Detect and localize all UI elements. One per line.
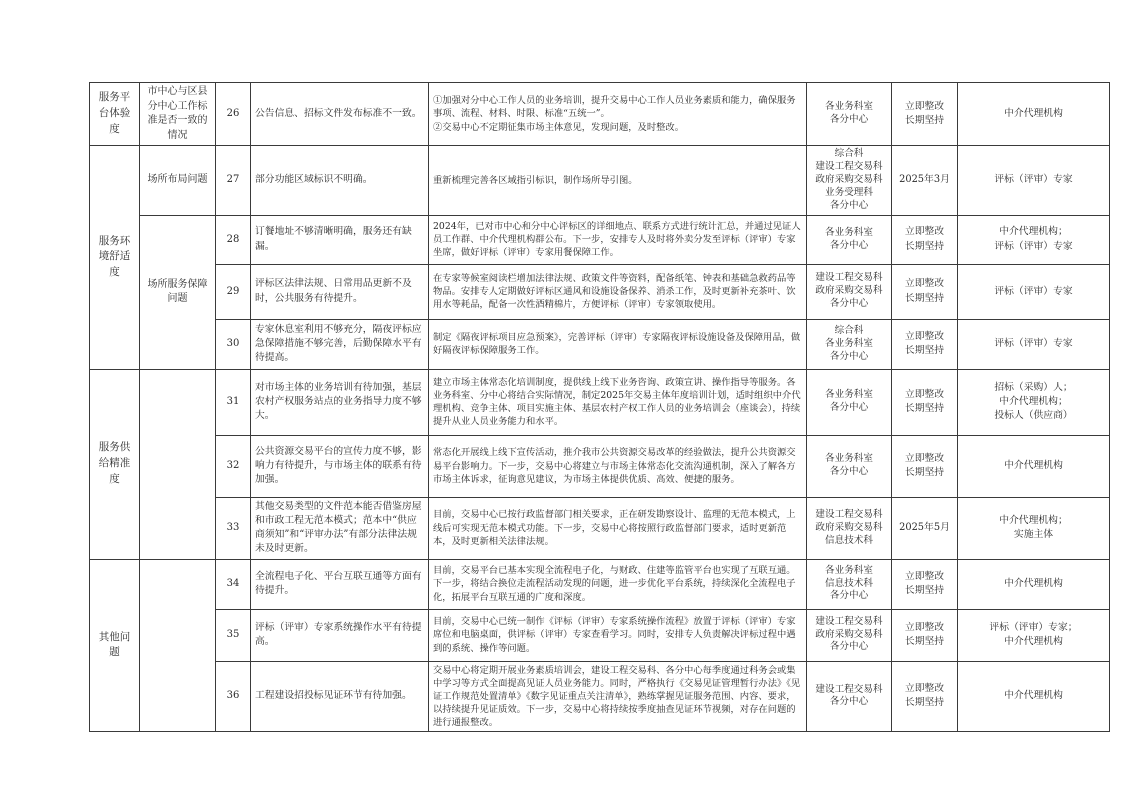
table-row [90,83,1110,146]
time-line: 长期坚持 [904,403,945,415]
category-cell: 服务平台体验度 [90,83,140,146]
measures-cell [429,83,807,146]
department-line: 各分中心 [829,350,869,362]
target-cell [958,559,1110,609]
department-line: 建设工程交易科 [815,272,883,284]
measure-line: 目前，交易平台已基本实现全流程电子化，与财政、住建等监管平台也实现了互联互通。下一步，将结合换位走流程活动发现的问题，进一步优化平台系统，持续深化全流程电子化，拓展平台互联互通的广度和深度。 [433,565,796,603]
department-line: 各分中心 [829,402,869,414]
row-number: 26 [216,83,251,146]
problem-cell: 评标（评审）专家系统操作水平有待提高。 [251,609,429,661]
measure-line: 目前，交易中心已统一制作《评标（评审）专家系统操作流程》放置于评标（评审）专家席位和电脑桌面，供评标（评审）专家查看学习。同时，安排专人负责解决评标过程中遇到的系统、操作等问题。 [433,616,796,654]
department-cell [807,497,892,559]
time-line: 2025年3月 [899,174,950,186]
measure-line: 重新梳理完善各区域指引标识，制作场所导引图。 [433,174,638,186]
table-row [90,146,1110,216]
table-row [90,319,1110,369]
time-limit-cell [892,146,958,216]
target-line: 中介代理机构； [999,226,1068,238]
measure-line: 建立市场主体常态化培训制度，提供线上线下业务咨询、政策宣讲、操作指导等服务。各业务科室、分中心将结合实际情况，制定2025年交易主体年度培训计划，适时组织中介代理机构、竞争主体、项目实施主体、基层农村产权工作人员的业务培训会（座谈会），持续提升从业人员业务能力和水平。 [433,376,801,428]
row-number: 30 [216,319,251,369]
time-limit-cell [892,264,958,319]
target-cell [958,215,1110,264]
time-line: 立即整改 [904,226,945,238]
department-line: 政府采购交易科 [815,521,883,533]
target-line: 招标（采购）人； [994,381,1073,393]
time-line: 立即整改 [904,452,945,464]
department-line: 综合科 [834,324,864,336]
target-line: 中介代理机构 [1004,690,1063,702]
row-number: 27 [216,146,251,216]
department-line: 政府采购交易科 [815,173,883,185]
problem-cell: 订餐地址不够清晰明确，服务还有缺漏。 [251,215,429,264]
subcategory-cell: 场所服务保障问题 [140,215,216,369]
problem-cell: 部分功能区域标识不明确。 [251,146,429,216]
department-cell [807,264,892,319]
measure-line: 目前，交易中心已按行政监督部门相关要求，正在研发勘察设计、监理的无范本模式，上线后可实现无范本模式功能。下一步，交易中心将按照行政监督部门要求，适时更新范本，及时更新相关法律法规。 [433,509,796,547]
department-cell [807,83,892,146]
table-row [90,435,1110,497]
target-line: 评标（评审）专家 [994,240,1073,252]
time-line: 立即整改 [904,100,945,112]
table-row [90,559,1110,609]
time-limit-cell [892,83,958,146]
department-line: 信息技术科 [825,534,873,546]
target-cell [958,264,1110,319]
department-cell [807,559,892,609]
target-cell [958,661,1110,732]
measures-cell [429,264,807,319]
target-line: 中介代理机构； [999,514,1068,526]
time-line: 长期坚持 [904,345,945,357]
department-cell [807,369,892,435]
measures-cell [429,319,807,369]
department-line: 信息技术科 [825,577,873,589]
time-limit-cell [892,497,958,559]
target-cell [958,609,1110,661]
measure-line: ①加强对分中心工作人员的业务培训，提升交易中心工作人员业务素质和能力，确保服务事项、流程、材料、时限、标准“五统一”。 [433,95,796,120]
row-number: 28 [216,215,251,264]
department-line: 各分中心 [829,114,869,125]
measure-line: 制定《隔夜评标项目应急预案》，完善评标（评审）专家隔夜评标设施设备及保障用品，做好隔夜评标保障服务工作。 [433,332,801,357]
department-line: 各业务科室 [825,337,873,349]
time-line: 立即整改 [904,388,945,400]
target-line: 评标（评审）专家； [989,621,1078,633]
department-line: 建设工程交易科 [815,508,883,520]
measures-cell [429,369,807,435]
measures-cell [429,497,807,559]
problem-cell: 公告信息、招标文件发布标准不一致。 [251,83,429,146]
time-line: 2025年5月 [899,521,950,533]
table-row [90,497,1110,559]
problem-cell: 专家休息室利用不够充分，隔夜评标应急保障措施不够完善，后勤保障水平有待提高。 [251,319,429,369]
department-cell [807,661,892,732]
measures-cell [429,609,807,661]
target-cell [958,497,1110,559]
time-line: 长期坚持 [904,585,945,596]
department-line: 各分中心 [829,696,869,708]
department-line: 各分中心 [829,641,869,653]
time-limit-cell [892,319,958,369]
time-line: 长期坚持 [904,636,945,647]
row-number: 31 [216,369,251,435]
subcategory-cell [140,369,216,559]
department-line: 业务受理科 [825,186,873,198]
measure-line: 常态化开展线上线下宣传活动，推介我市公共资源交易改革的经验做法，提升公共资源交易平台影响力。下一步，交易中心将建立与市场主体常态化交流沟通机制，深入了解各方市场主体诉求，征询意见建议，为市场主体提供优质、高效、便捷的服务。 [433,447,796,485]
time-line: 长期坚持 [904,292,945,304]
department-cell [807,215,892,264]
department-line: 各分中心 [829,590,869,602]
table-row [90,609,1110,661]
department-cell [807,609,892,661]
target-line: 评标（评审）专家 [994,338,1073,350]
table-row [90,264,1110,319]
target-line: 评标（评审）专家 [994,174,1073,186]
department-line: 建设工程交易科 [815,160,883,172]
subcategory-cell [140,559,216,732]
time-line: 立即整改 [904,683,945,695]
problem-cell: 评标区法律法规、日常用品更新不及时，公共服务有待提升。 [251,264,429,319]
department-line: 各业务科室 [825,226,873,238]
table-row [90,661,1110,732]
time-limit-cell [892,435,958,497]
subcategory-cell: 场所布局问题 [140,146,216,216]
time-limit-cell [892,369,958,435]
target-line: 中介代理机构 [1004,577,1063,589]
target-line: 中介代理机构 [1004,460,1063,472]
measures-cell [429,559,807,609]
department-line: 各分中心 [829,239,869,251]
category-cell: 服务供给精准度 [90,369,140,559]
subcategory-cell: 市中心与区县分中心工作标准是否一致的情况 [140,83,216,146]
measure-line: 在专家等候室阅读栏增加法律法规、政策文件等资料，配备纸笔、钟表和基础急救药品等物品。安排专人定期做好评标区通风和设施设备保养、消杀工作，及时更新补充茶叶、饮用水等耗品，配备一次性酒精棉片，方便评标（评审）专家领取使用。 [433,272,796,311]
target-cell [958,146,1110,216]
table-row [90,215,1110,264]
time-limit-cell [892,215,958,264]
target-cell [958,319,1110,369]
measures-cell [429,435,807,497]
measure-line: 交易中心将定期开展业务素质培训会，建设工程交易科、各分中心每季度通过科务会或集中学习等方式全面提高见证人员业务能力。同时，严格执行《交易见证管理暂行办法》《见证工作规范处置清单》《数字见证重点关注清单》，熟练掌握见证服务范围、内容、要求，以持续提升见证质效。下一步，交易中心将持续按季度抽查见证环节视频，对存在问题的进行通报整改。 [433,664,801,729]
department-line: 政府采购交易科 [815,285,883,297]
target-cell [958,369,1110,435]
department-line: 各业务科室 [825,453,873,465]
measure-line: ②交易中心不定期征集市场主体意见，发现问题，及时整改。 [433,121,685,133]
time-limit-cell [892,609,958,661]
problem-cell: 公共资源交易平台的宣传力度不够，影响力有待提升，与市场主体的联系有待加强。 [251,435,429,497]
department-cell [807,319,892,369]
measures-cell [429,215,807,264]
category-cell: 服务环境舒适度 [90,146,140,370]
problem-cell: 其他交易类型的文件范本能否借鉴房屋和市政工程无范本模式；范本中“供应商须知”和“评审办法”有部分法律法规未及时更新。 [251,497,429,559]
time-line: 长期坚持 [904,697,945,709]
category-cell: 其他问题 [90,559,140,732]
target-cell [958,83,1110,146]
department-line: 各业务科室 [825,564,873,576]
target-line: 实施主体 [1013,529,1054,541]
department-line: 各分中心 [829,199,869,211]
time-line: 立即整改 [904,278,945,290]
row-number: 32 [216,435,251,497]
time-limit-cell [892,661,958,732]
row-number: 36 [216,661,251,732]
department-line: 各业务科室 [825,101,873,113]
measures-cell [429,146,807,216]
time-line: 长期坚持 [904,115,945,126]
measures-cell [429,661,807,732]
time-line: 立即整改 [904,621,945,633]
time-limit-cell [892,559,958,609]
target-cell [958,435,1110,497]
target-line: 中介代理机构； [999,396,1068,408]
rectification-table [89,82,1110,732]
row-number: 34 [216,559,251,609]
department-line: 各业务科室 [825,389,873,401]
time-line: 长期坚持 [904,240,945,252]
department-line: 建设工程交易科 [815,683,883,695]
department-line: 政府采购交易科 [815,628,883,640]
target-line: 中介代理机构 [1004,107,1063,119]
target-line: 中介代理机构 [1004,636,1063,647]
department-line: 各分中心 [829,298,869,310]
row-number: 35 [216,609,251,661]
time-line: 立即整改 [904,330,945,342]
time-line: 立即整改 [904,570,945,582]
department-cell [807,146,892,216]
row-number: 29 [216,264,251,319]
department-line: 建设工程交易科 [815,615,883,627]
department-cell [807,435,892,497]
target-line: 评标（评审）专家 [994,285,1073,297]
department-line: 各分中心 [829,466,869,478]
row-number: 33 [216,497,251,559]
problem-cell: 对市场主体的业务培训有待加强，基层农村产权服务站点的业务指导力度不够大。 [251,369,429,435]
target-line: 投标人（供应商） [994,410,1073,422]
table-row [90,369,1110,435]
measure-line: 2024年，已对市中心和分中心评标区的详细地点、联系方式进行统计汇总，并通过见证人员工作群、中介代理机构群公布。下一步，安排专人及时将外卖分发至评标（评审）专家坐席，做好评标（评审）专家用餐保障工作。 [433,220,801,259]
department-line: 综合科 [834,148,864,159]
time-line: 长期坚持 [904,467,945,479]
problem-cell: 全流程电子化、平台互联互通等方面有待提升。 [251,559,429,609]
problem-cell: 工程建设招投标见证环节有待加强。 [251,661,429,732]
